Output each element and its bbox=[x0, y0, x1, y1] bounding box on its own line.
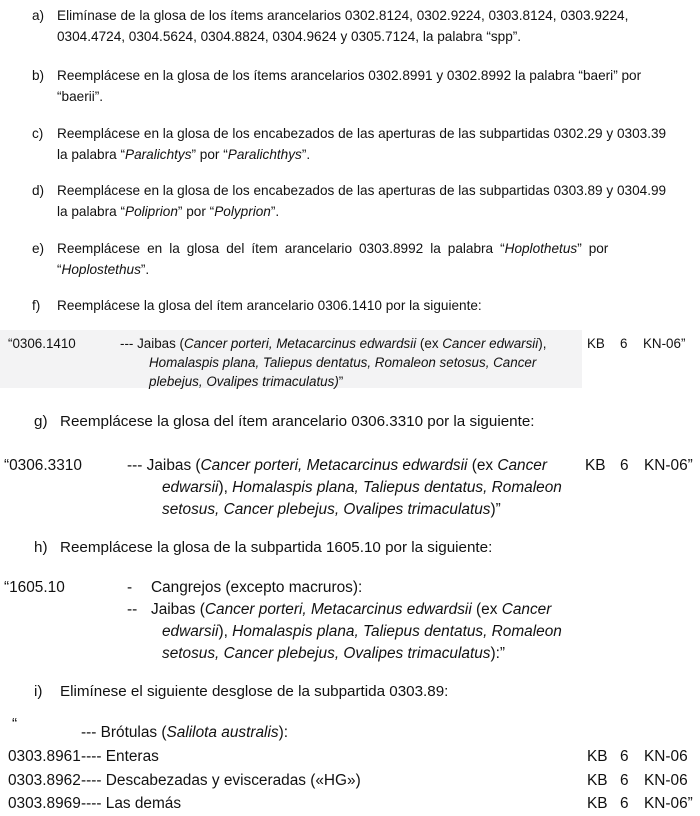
row-h-code: “1605.10 bbox=[4, 579, 65, 596]
row-kn: KN-06” bbox=[644, 795, 693, 812]
row-h-dash2: -- bbox=[127, 601, 138, 618]
row-rate: 6 bbox=[620, 748, 629, 765]
row-g-code: “0306.3310 bbox=[4, 457, 82, 474]
item-e-line1: Reemplácese en la glosa del ítem arancelario 0303.8992 la palabra “Hoplothetus” por bbox=[57, 241, 609, 256]
item-c-label: c) bbox=[32, 126, 44, 141]
row-g-line1: --- Jaibas (Cancer porteri, Metacarcinus edwardsii (ex Cancer bbox=[127, 457, 547, 474]
row-code: 0303.8969 bbox=[8, 795, 81, 812]
item-i-text: Elimínese el siguiente desglose de la subpartida 0303.89: bbox=[60, 683, 449, 700]
row-code: 0303.8962 bbox=[8, 772, 81, 789]
item-f-label: f) bbox=[32, 298, 41, 313]
table-i-open-quote: “ bbox=[12, 716, 18, 733]
row-rate: 6 bbox=[620, 795, 629, 812]
row-g-line2: edwarsii), Homalaspis plana, Taliepus dentatus, Romaleon bbox=[162, 479, 562, 496]
row-f-line1: --- Jaibas (Cancer porteri, Metacarcinus edwardsii (ex Cancer edwarsii), bbox=[120, 336, 547, 351]
item-h-label: h) bbox=[34, 539, 48, 556]
item-e-label: e) bbox=[32, 241, 45, 256]
item-b-line1: Reemplácese en la glosa de los ítems arancelarios 0302.8991 y 0302.8992 la palabra “baeri” por bbox=[57, 68, 642, 83]
item-c-line1: Reemplácese en la glosa de los encabezados de las aperturas de las subpartidas 0302.29 y 0303.39 bbox=[57, 126, 667, 141]
row-h-line1: Jaibas (Cancer porteri, Metacarcinus edwardsii (ex Cancer bbox=[151, 601, 552, 618]
row-f-unit: KB bbox=[587, 336, 605, 351]
item-a-line1: Elimínase de la glosa de los ítems arancelarios 0302.8124, 0302.9224, 0303.8124, 0303.9224, bbox=[57, 8, 629, 23]
row-h-dash1: - bbox=[127, 579, 133, 596]
row-desc: ---- Descabezadas y evisceradas («HG») bbox=[81, 772, 361, 789]
item-e-line2: “Hoplostethus”. bbox=[57, 262, 150, 277]
item-c-line2: la palabra “Paralichtys” por “Paralichthys”. bbox=[57, 147, 311, 162]
item-b-label: b) bbox=[32, 68, 45, 83]
row-unit: KB bbox=[587, 772, 608, 789]
item-d-line2: la palabra “Poliprion” por “Polyprion”. bbox=[57, 204, 280, 219]
row-kn: KN-06 bbox=[644, 748, 688, 765]
item-f-text: Reemplácese la glosa del ítem arancelario 0306.1410 por la siguiente: bbox=[57, 298, 482, 313]
row-h-line2: edwarsii), Homalaspis plana, Taliepus dentatus, Romaleon bbox=[162, 623, 562, 640]
row-f-line2: Homalaspis plana, Taliepus dentatus, Romaleon setosus, Cancer bbox=[149, 355, 537, 370]
row-kn: KN-06 bbox=[644, 772, 688, 789]
row-g-line3: setosus, Cancer plebejus, Ovalipes trimaculatus)” bbox=[162, 501, 501, 518]
row-g-kn: KN-06” bbox=[644, 457, 693, 474]
row-g-rate: 6 bbox=[620, 457, 629, 474]
row-f-kn: KN-06” bbox=[643, 336, 686, 351]
row-f-code: “0306.1410 bbox=[8, 336, 76, 351]
item-i-label: i) bbox=[34, 683, 43, 700]
row-unit: KB bbox=[587, 795, 608, 812]
item-g-text: Reemplácese la glosa del ítem arancelario 0306.3310 por la siguiente: bbox=[60, 413, 535, 430]
row-rate: 6 bbox=[620, 772, 629, 789]
row-f-rate: 6 bbox=[620, 336, 628, 351]
item-d-label: d) bbox=[32, 183, 45, 198]
row-desc: ---- Las demás bbox=[81, 795, 182, 812]
row-h-line3: setosus, Cancer plebejus, Ovalipes trimaculatus):” bbox=[162, 645, 506, 662]
item-b-line2: “baerii”. bbox=[57, 89, 104, 104]
row-h-desc1: Cangrejos (excepto macruros): bbox=[151, 579, 363, 596]
item-d-line1: Reemplácese en la glosa de los encabezados de las aperturas de las subpartidas 0303.89 y 0304.99 bbox=[57, 183, 667, 198]
item-a-label: a) bbox=[32, 8, 45, 23]
row-desc: ---- Enteras bbox=[81, 748, 159, 765]
table-i-heading: --- Brótulas (Salilota australis): bbox=[81, 724, 288, 741]
item-a-line2: 0304.4724, 0304.5624, 0304.8824, 0304.9624 y 0305.7124, la palabra “spp”. bbox=[57, 29, 522, 44]
row-g-unit: KB bbox=[585, 457, 606, 474]
item-h-text: Reemplácese la glosa de la subpartida 1605.10 por la siguiente: bbox=[60, 539, 493, 556]
row-f-line3: plebejus, Ovalipes trimaculatus)” bbox=[149, 374, 344, 389]
item-g-label: g) bbox=[34, 413, 48, 430]
row-code: 0303.8961 bbox=[8, 748, 81, 765]
row-unit: KB bbox=[587, 748, 608, 765]
